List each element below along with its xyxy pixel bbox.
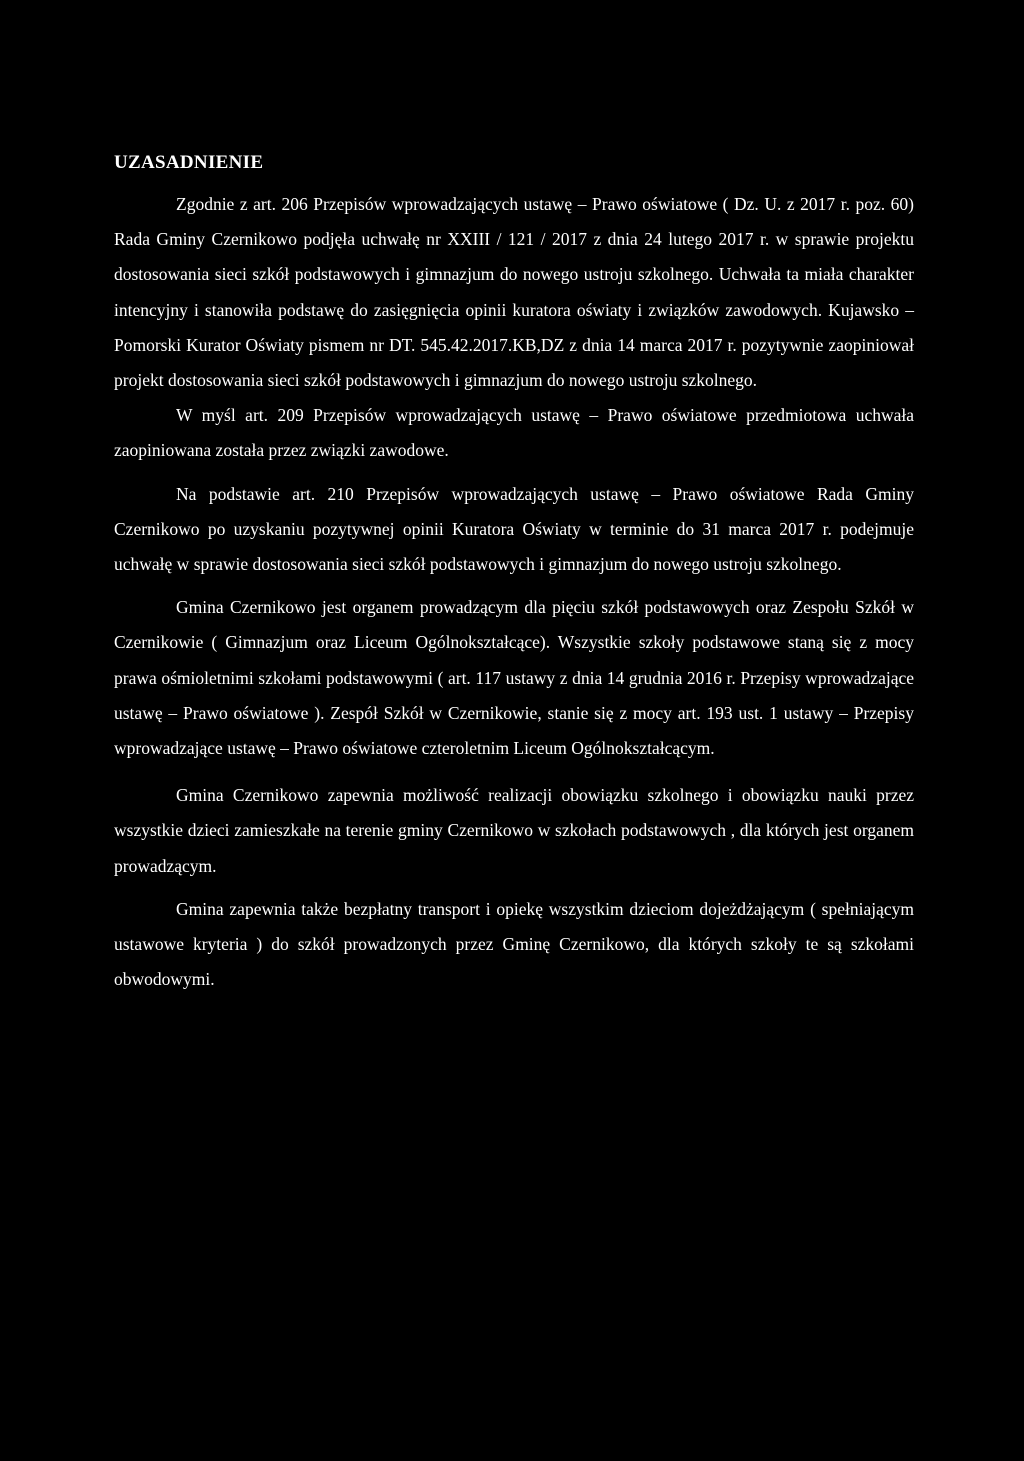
document-body: [114, 187, 914, 997]
paragraph-schools: Gmina Czernikowo jest organem prowadzącym dla pięciu szkół podstawowych oraz Zespołu Szkół w Czernikowie ( Gimnazjum oraz Liceum Ogólnokształcące). Wszystkie szkoły podstawowe staną się z mocy prawa ośmioletnimi szkołami podstawowymi ( art. 117 ustawy z dnia 14 grudnia 2016 r. Przepisy wprowadzające ustawę – Prawo oświatowe ). Zespół Szkół w Czernikowie, stanie się z mocy art. 193 ust. 1 ustawy – Przepisy wprowadzające ustawę – Prawo oświatowe czteroletnim Liceum Ogólnokształcącym.: [114, 597, 914, 759]
paragraph-legal-basis: Zgodnie z art. 206 Przepisów wprowadzających ustawę – Prawo oświatowe ( Dz. U. z 2017 r. poz. 60) Rada Gminy Czernikowo podjęła uchwałę nr XXIII / 121 / 2017 z dnia 24 lutego 2017 r. w sprawie projektu dostosowania sieci szkół podstawowych i gimnazjum do nowego ustroju szkolnego. Uchwała ta miała charakter intencyjny i stanowiła podstawę do zasięgnięcia opinii kuratora oświaty i związków zawodowych. Kujawsko – Pomorski Kurator Oświaty pismem nr DT. 545.42.2017.KB,DZ z dnia 14 marca 2017 r. pozytywnie zaopiniował projekt dostosowania sieci szkół podstawowych i gimnazjum do nowego ustroju szkolnego.: [114, 194, 914, 391]
paragraph-transport: Gmina zapewnia także bezpłatny transport i opiekę wszystkim dzieciom dojeżdżającym ( spełniającym ustawowe kryteria ) do szkół prowadzonych przez Gminę Czernikowo, dla których szkoły te są szkołami obwodowymi.: [114, 898, 914, 990]
paragraph-resolution: Na podstawie art. 210 Przepisów wprowadzających ustawę – Prawo oświatowe Rada Gminy Czernikowo po uzyskaniu pozytywnej opinii Kuratora Oświaty w terminie do 31 marca 2017 r. podejmuje uchwałę w sprawie dostosowania sieci szkół podstawowych i gimnazjum do nowego ustroju szkolnego.: [114, 483, 914, 575]
paragraph-obligation: Gmina Czernikowo zapewnia możliwość realizacji obowiązku szkolnego i obowiązku nauki przez wszystkie dzieci zamieszkałe na terenie gminy Czernikowo w szkołach podstawowych , dla których jest organem prowadzącym.: [114, 785, 914, 876]
paragraph-union-opinion: W myśl art. 209 Przepisów wprowadzających ustawę – Prawo oświatowe przedmiotowa uchwała zaopiniowana została przez związki zawodowe.: [114, 405, 914, 461]
document-heading: UZASADNIENIE: [114, 152, 264, 173]
